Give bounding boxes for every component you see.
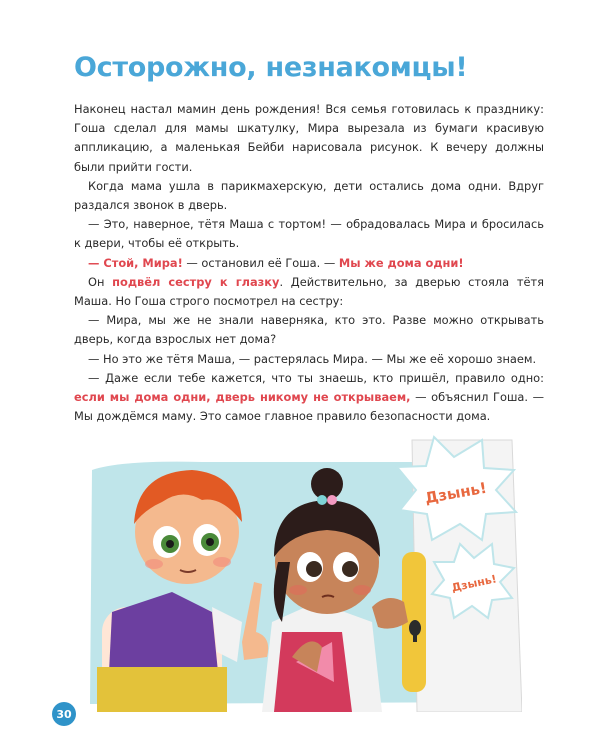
story-text — [74, 100, 544, 426]
plain-text: . Действительно, за дверью стояла тётя Маша. Но Гоша строго посмотрел на сестру: — [74, 274, 544, 309]
paragraph: Наконец настал мамин день рождения! Вся семья готовилась к празднику: Гоша сделал для мамы шкатулку, Мира вырезала из бумаги красивую аппликацию, а маленькая Бейби нарисовала рисунок. К вечеру должны были прийти гости. — [74, 102, 544, 174]
illustration-kids-at-door — [82, 432, 522, 712]
page-title: Осторожно, незнакомцы! — [74, 52, 468, 83]
paragraph — [74, 273, 544, 311]
sound-text-small: Дзынь! — [450, 572, 498, 595]
highlight-text: подвёл сестру к глазку — [112, 274, 280, 289]
highlight-text: Мы же дома одни! — [338, 255, 464, 270]
highlight-text: если мы дома одни, дверь никому не открываем, — [74, 390, 411, 405]
paragraph: — Это, наверное, тётя Маша с тортом! — обрадовалась Мира и бросилась к двери, чтобы её открыть. — [74, 217, 544, 251]
paragraph: — Но это же тётя Маша, — растерялась Мира. — Мы же её хорошо знаем. — [88, 351, 537, 366]
plain-text: — Даже если тебе кажется, что ты знаешь, кто пришёл, правило одно: — [88, 370, 544, 385]
plain-text: — остановил её Гоша. — — [182, 255, 339, 270]
paragraph: Когда мама ушла в парикмахерскую, дети остались дома одни. Вдруг раздался звонок в дверь. — [74, 178, 544, 213]
plain-text: Он — [88, 274, 113, 289]
paragraph: — Мира, мы же не знали наверняка, кто это. Разве можно открывать дверь, когда взрослых нет дома? — [74, 313, 544, 347]
paragraph — [74, 369, 544, 427]
sound-text-big: Дзынь! — [423, 478, 489, 508]
page-number-badge: 30 — [52, 702, 76, 726]
highlight-text: — Стой, Мира! — [88, 255, 183, 270]
plain-text: — объяснил Гоша. — Мы дождёмся маму. Это самое главное правило безопасности дома. — [74, 390, 544, 424]
paragraph — [74, 254, 544, 273]
